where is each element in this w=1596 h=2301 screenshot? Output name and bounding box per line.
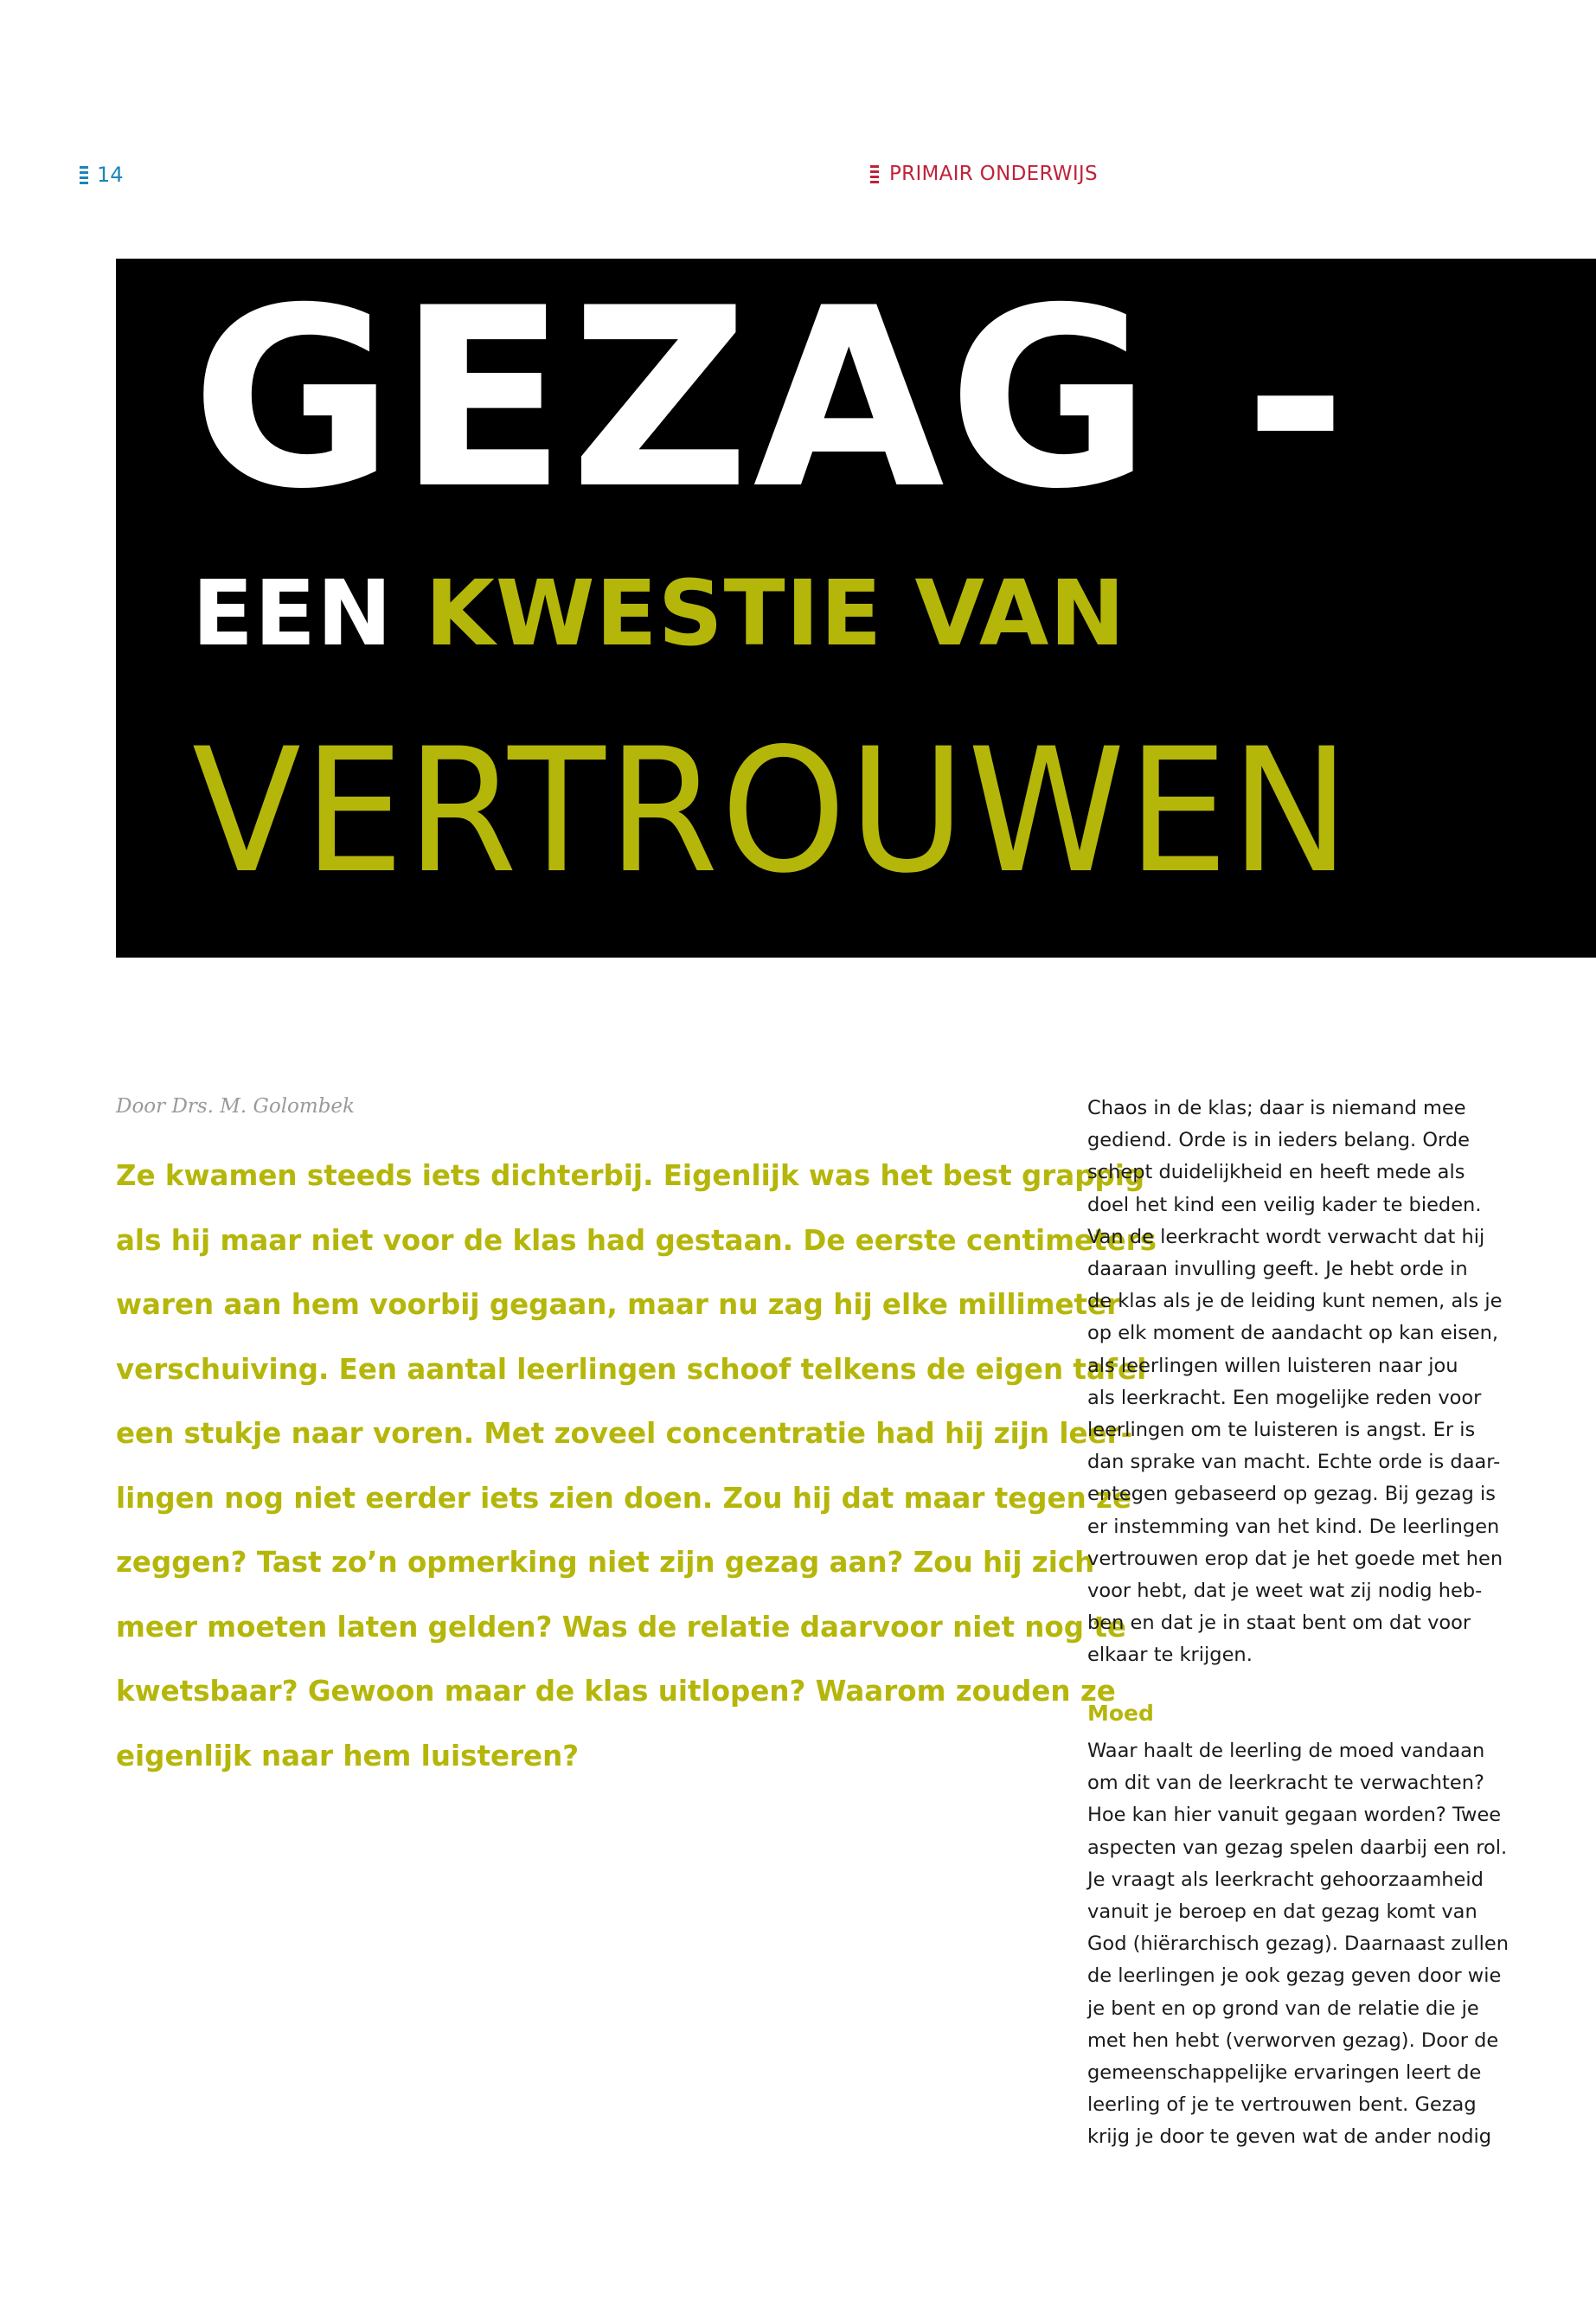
body-line: leerlingen om te luisteren is angst. Er is xyxy=(1087,1419,1476,1442)
body-line: ben en dat je in staat bent om dat voor xyxy=(1087,1612,1471,1635)
title-line-3: VERTROUWEN xyxy=(192,711,1353,911)
body-line: Chaos in de klas; daar is niemand mee xyxy=(1087,1097,1466,1119)
body-line: daaraan invulling geeft. Je hebt orde in xyxy=(1087,1258,1468,1281)
body-line: gediend. Orde is in ieders belang. Orde xyxy=(1087,1129,1471,1152)
byline: Door Drs. M. Golombek xyxy=(116,1095,355,1118)
body-line: je bent en op grond van de relatie die je xyxy=(1087,1997,1479,2020)
body-line: vertrouwen erop dat je het goede met hen xyxy=(1087,1547,1503,1570)
lead-line: waren aan hem voorbij gegaan, maar nu zag hij elke millimeter xyxy=(116,1288,1121,1321)
body-line: krijg je door te geven wat de ander nodig xyxy=(1087,2125,1492,2149)
lead-line: eigenlijk naar hem luisteren? xyxy=(116,1739,580,1772)
bars-icon xyxy=(870,165,879,183)
title-line-2-green: KWESTIE VAN xyxy=(425,561,1126,666)
body-line: doel het kind een veilig kader te bieden. xyxy=(1087,1193,1482,1216)
title-block xyxy=(116,256,1596,958)
body-line: God (hiërarchisch gezag). Daarnaast zullen xyxy=(1087,1932,1509,1956)
body-line: de klas als je de leiding kunt nemen, als je xyxy=(1087,1290,1503,1313)
body-line: voor hebt, dat je weet wat zij nodig heb- xyxy=(1087,1580,1483,1603)
page-header-left xyxy=(80,163,124,187)
body-column-2 xyxy=(1087,1735,1509,2154)
title-line-1: GEZAG - xyxy=(191,256,1350,543)
lead-line: kwetsbaar? Gewoon maar de klas uitlopen? Waarom zouden ze xyxy=(116,1675,1116,1708)
lead-line: Ze kwamen steeds iets dichterbij. Eigenlijk was het best grappig xyxy=(116,1159,1145,1192)
body-line: de leerlingen je ook gezag geven door wie xyxy=(1087,1965,1502,1988)
body-line: aspecten van gezag spelen daarbij een rol. xyxy=(1087,1836,1508,1859)
body-line: schept duidelijkheid en heeft mede als xyxy=(1087,1161,1465,1184)
body-line: vanuit je beroep en dat gezag komt van xyxy=(1087,1900,1477,1924)
lead-line: als hij maar niet voor de klas had gestaan. De eerste centimeters xyxy=(116,1223,1157,1257)
bars-icon xyxy=(80,166,88,184)
lead-line: verschuiving. Een aantal leerlingen schoof telkens de eigen tafel xyxy=(116,1352,1147,1386)
section-label: PRIMAIR ONDERWIJS xyxy=(889,163,1098,185)
page-number: 14 xyxy=(97,163,124,187)
body-line: elkaar te krijgen. xyxy=(1087,1644,1253,1667)
lead-line: een stukje naar voren. Met zoveel concentratie had hij zijn leer- xyxy=(116,1417,1133,1450)
body-line: entegen gebaseerd op gezag. Bij gezag is xyxy=(1087,1483,1496,1506)
subhead-moed: Moed xyxy=(1087,1701,1154,1726)
body-line: dan sprake van macht. Echte orde is daar- xyxy=(1087,1451,1501,1474)
body-line: met hen hebt (verworven gezag). Door de xyxy=(1087,2029,1499,2052)
body-line: gemeenschappelijke ervaringen leert de xyxy=(1087,2061,1482,2085)
body-line: er instemming van het kind. De leerlingen xyxy=(1087,1515,1500,1538)
page-header-right xyxy=(870,163,1098,185)
body-column-1 xyxy=(1087,1093,1503,1672)
title-line-2-white: EEN xyxy=(192,561,394,666)
title-line-2 xyxy=(192,561,1126,666)
body-line: Waar haalt de leerling de moed vandaan xyxy=(1087,1740,1485,1762)
lead-line: lingen nog niet eerder iets zien doen. Zou hij dat maar tegen ze xyxy=(116,1481,1131,1515)
body-line: als leerkracht. Een mogelijke reden voor xyxy=(1087,1386,1482,1409)
body-line: als leerlingen willen luisteren naar jou xyxy=(1087,1354,1458,1377)
body-line: om dit van de leerkracht te verwachten? xyxy=(1087,1772,1484,1795)
lead-line: zeggen? Tast zo’n opmerking niet zijn gezag aan? Zou hij zich xyxy=(116,1546,1095,1579)
body-line: Je vraagt als leerkracht gehoorzaamheid xyxy=(1087,1868,1484,1891)
body-line: Hoe kan hier vanuit gegaan worden? Twee xyxy=(1087,1804,1502,1827)
body-line: op elk moment de aandacht op kan eisen, xyxy=(1087,1322,1499,1345)
body-line: leerling of je te vertrouwen bent. Gezag xyxy=(1087,2093,1477,2117)
lead-line: meer moeten laten gelden? Was de relatie daarvoor niet nog te xyxy=(116,1610,1126,1644)
body-line: Van de leerkracht wordt verwacht dat hij xyxy=(1087,1225,1485,1248)
